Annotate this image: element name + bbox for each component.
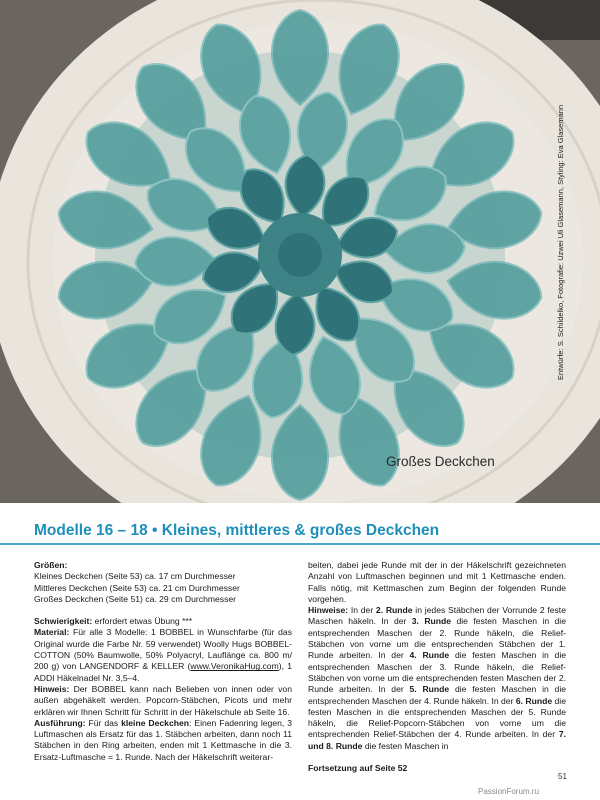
execution-bold: kleine Deckchen: [121, 717, 190, 728]
hints-label: Hinweise:: [308, 605, 349, 616]
round-5: 5. Runde: [409, 684, 450, 695]
round-7-8: 7. und 8. Runde: [308, 729, 566, 751]
execution-pre: Für das: [85, 717, 122, 728]
page-number: 51: [558, 772, 567, 781]
hints-t5: die festen Maschen in die entsprechenden Maschen der 4. Runde häkeln. In der: [308, 684, 567, 706]
round-6: 6. Runde: [515, 695, 553, 706]
material-label: Material:: [34, 627, 70, 638]
hints-t1: In der: [348, 605, 376, 616]
material-tail: ), 1 ADDI Häkelnadel Nr. 3,5–4.: [34, 661, 292, 683]
hints-t4: die festen Maschen in die entsprechenden Maschen der 3. Runde häkeln, die Relief-Stäbchen von vorne um die entsprechenden festen Maschen der 2. Runde arbeiten. In der: [308, 650, 567, 695]
title-divider: [0, 543, 600, 545]
hints-t6: die festen Maschen in die entsprechenden Maschen der 5. Runde häkeln, die Relief-Popcorn-Stäbchen von vorne um die entsprechenden Relief-Stäbchen der 4. Runde arbeiten. In der: [308, 695, 566, 740]
material-text: Für alle 3 Modelle: 1 BOBBEL in Wunschfarbe (für das Original wurde die Farbe Nr. 59 verwendet) Woolly Hugs BOBBEL-COTTON (50% Baumwolle, 50% Polyacryl, Lauflänge ca. 800 m/ 200 g) von LANGENDORF & KELLER (: [34, 627, 292, 672]
round-3: 3. Runde: [411, 616, 452, 627]
hint-text: Der BOBBEL kann nach Belieben von innen oder von außen abgehäkelt werden. Popcorn-Stäbchen, Picots und mehr erklären wir Ihnen Schritt für Schritt in der Häkelschule ab Seite 16.: [34, 683, 292, 717]
difficulty-paragraph: [34, 616, 292, 627]
size-small: Kleines Deckchen (Seite 53) ca. 17 cm Durchmesser: [34, 571, 236, 582]
round-4: 4. Runde: [409, 650, 450, 661]
size-large: Großes Deckchen (Seite 51) ca. 29 cm Durchmesser: [34, 593, 237, 604]
size-medium: Mittleres Deckchen (Seite 53) ca. 21 cm Durchmesser: [34, 582, 240, 593]
hints-t3: die festen Maschen in die entsprechenden Maschen der 2. Runde häkeln, die Relief-Stäbchen von vorne um die entsprechenden Stäbchen der 1. Runde arbeiten. In der: [308, 616, 566, 661]
execution-label: Ausführung:: [34, 717, 86, 728]
hint-paragraph: [34, 684, 292, 718]
execution-paragraph: [34, 718, 292, 763]
hints-t2: in jedes Stäbchen der Vorrunde 2 feste Maschen häkeln. In der: [308, 605, 566, 627]
difficulty-text: erfordert etwas Übung ***: [92, 616, 193, 627]
continued-paragraph: beiten, dabei jede Runde mit der in der Häkelschrift gezeichneten Anzahl von Luftmaschen beginnen und mit 1 Kettmasche enden. Falls nötig, mit Kettmaschen zum Beginn der folgenden Runde vorgehen.: [308, 560, 566, 604]
sizes-heading: Größen:: [34, 560, 68, 570]
round-2: 2. Runde: [375, 605, 413, 616]
material-paragraph: [34, 627, 292, 683]
hint-label: Hinweis:: [34, 683, 70, 694]
article-title: Modelle 16 – 18 • Kleines, mittleres & großes Deckchen: [34, 522, 440, 539]
hints-t7: die festen Maschen in: [362, 740, 449, 751]
watermark: PassionForum.ru: [478, 787, 539, 796]
right-column: [308, 560, 566, 774]
execution-text: : Einen Fadenring legen, 3 Luftmaschen als Ersatz für das 1. Stäbchen arbeiten, dann noch 11 Stäbchen in den Ring arbeiten, enden mit 1 Kettmasche in die 3. Ersatz-Luftmasche = 1. Runde. Nach der Häkelschrift weiterar-: [34, 717, 292, 762]
photo-credits: Entwürfe: S. Schildelko, Fotografie: Uzwei Uli Glasemann, Styling: Eva Glasemann: [556, 104, 565, 380]
left-column: [34, 560, 292, 763]
hints-paragraph: [308, 605, 566, 752]
photo-caption: Großes Deckchen: [386, 454, 495, 469]
continuation-note: Fortsetzung auf Seite 52: [308, 763, 408, 774]
difficulty-label: Schwierigkeit:: [34, 616, 93, 627]
veronikahug-link[interactable]: www.VeronikaHug.com: [190, 661, 279, 672]
